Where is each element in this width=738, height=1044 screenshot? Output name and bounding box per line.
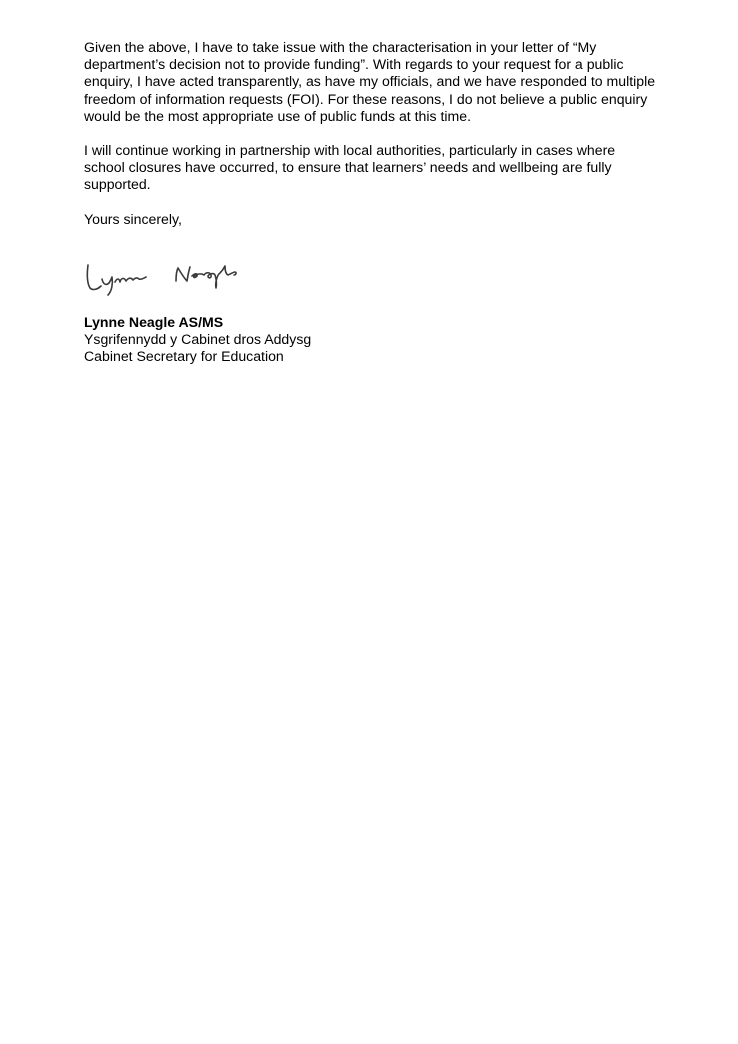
handwritten-signature bbox=[84, 255, 274, 297]
paragraph-partnership bbox=[84, 142, 704, 194]
paragraph-line: Given the above, I have to take issue with the characterisation in your letter of “My bbox=[84, 39, 597, 55]
paragraph-line: school closures have occurred, to ensure that learners’ needs and wellbeing are fully bbox=[84, 159, 612, 176]
signatory-name: Lynne Neagle AS/MS bbox=[84, 314, 224, 330]
paragraph-line: department’s decision not to provide funding”. With regards to your request for a public bbox=[84, 56, 624, 73]
paragraph-funding-enquiry bbox=[84, 39, 704, 125]
paragraph-line: would be the most appropriate use of public funds at this time. bbox=[84, 107, 472, 124]
paragraph-line: supported. bbox=[84, 176, 151, 193]
paragraph-line: enquiry, I have acted transparently, as have my officials, and we have responded to multiple bbox=[84, 73, 656, 90]
letter-body bbox=[84, 39, 704, 245]
signature-block bbox=[84, 314, 311, 366]
closing-salutation: Yours sincerely, bbox=[84, 210, 182, 227]
signatory-title-welsh: Ysgrifennydd y Cabinet dros Addysg bbox=[84, 331, 312, 348]
signatory-title-english: Cabinet Secretary for Education bbox=[84, 348, 284, 365]
paragraph-line: freedom of information requests (FOI). For these reasons, I do not believe a public enquiry bbox=[84, 90, 648, 107]
paragraph-line: I will continue working in partnership with local authorities, particularly in cases where bbox=[84, 142, 616, 159]
